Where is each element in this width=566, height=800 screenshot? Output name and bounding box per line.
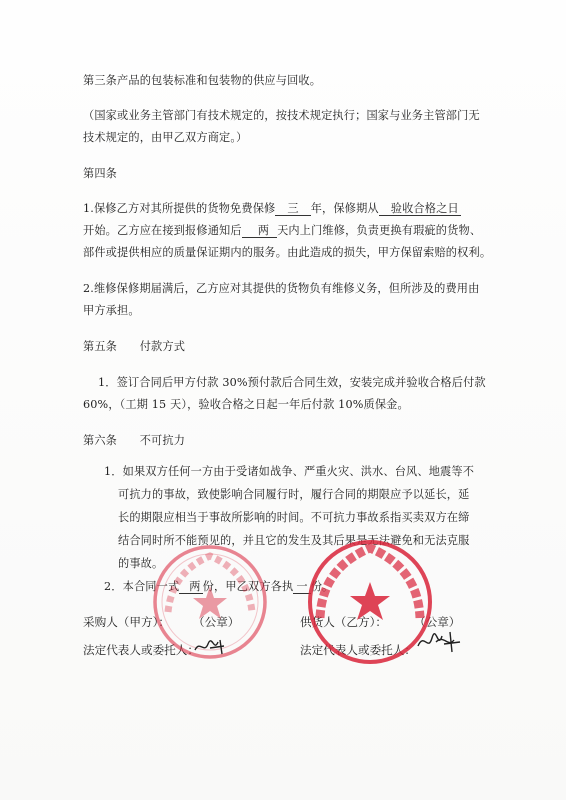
article-6-title: 第六条 不可抗力 <box>83 434 186 447</box>
supplier-signature <box>414 626 464 656</box>
article-3-note-line1: （国家或业务主管部门有技术规定的，按技术规定执行；国家与业务主管部门无 <box>83 109 480 122</box>
article-6-para1-line1: 1．如果双方任何一方由于受诸如战争、严重火灾、洪水、台风、地震等不 <box>104 465 475 478</box>
repair-days: 两 <box>242 224 277 238</box>
buyer-signature <box>192 636 232 658</box>
warranty-start: 验收合格之日 <box>379 202 461 216</box>
article-6-para1-line2: 可抗力的事故，致使影响合同履行时，履行合同的期限应予以延长，延 <box>118 488 470 501</box>
article-4-para2-line2: 甲方承担。 <box>83 304 140 317</box>
buyer-rep-label: 法定代表人或委托人： <box>83 643 199 657</box>
article-4-para1-line2: 开始。乙方应在接到报修通知后 两 天内上门维修，负责更换有瑕疵的货物、 <box>83 224 482 237</box>
article-6-para1-line5: 的事故。 <box>118 557 164 570</box>
buyer-seal-label: （公章） <box>193 615 240 629</box>
article-4-para2-line1: 2.维修保修期届满后，乙方应对其提供的货物负有维修义务，但所涉及的费用由 <box>83 282 480 295</box>
article-5-title: 第五条 付款方式 <box>83 340 186 353</box>
article-6-para1-line3: 长的期限应相当于事故所影响的时间。不可抗力事故系指买卖双方在缔 <box>118 511 470 524</box>
copies-each: 一 <box>293 580 310 594</box>
supplier-seal-label: （公章） <box>414 615 461 629</box>
article-6-para1-line4: 结合同时所不能预见的，并且它的发生及其后果是无法避免和无法克服 <box>118 534 470 547</box>
article-4-title: 第四条 <box>83 167 118 180</box>
article-4-para1-line3: 部件或提供相应的质量保证期内的服务。由此造成的损失，甲方保留索赔的权利。 <box>83 246 492 259</box>
buyer-label: 采购人（甲方）： <box>83 615 170 629</box>
article-3-note-line2: 技术规定的，由甲乙双方商定。） <box>83 131 248 144</box>
supplier-rep-label: 法定代表人或委托人： <box>300 643 416 657</box>
article-3-title: 第三条产品的包装标准和包装物的供应与回收。 <box>83 74 322 87</box>
article-5-para1-line2: 60%，（工期 15 天），验收合格之日起一年后付款 10%质保金。 <box>83 398 409 411</box>
supplier-label: 供货人（乙方）： <box>300 615 387 629</box>
article-4-para1-line1: 1.保修乙方对其所提供的货物免费保修 三 年，保修期从 验收合格之日 <box>83 202 459 215</box>
article-6-para2: 2．本合同一式 两 份，甲乙双方各执 一 份。 <box>104 580 334 593</box>
warranty-years: 三 <box>275 202 310 216</box>
article-5-para1-line1: 1．签订合同后甲方付款 30%预付款后合同生效，安装完成并验收合格后付款 <box>98 376 486 389</box>
copies-total: 两 <box>179 580 202 594</box>
